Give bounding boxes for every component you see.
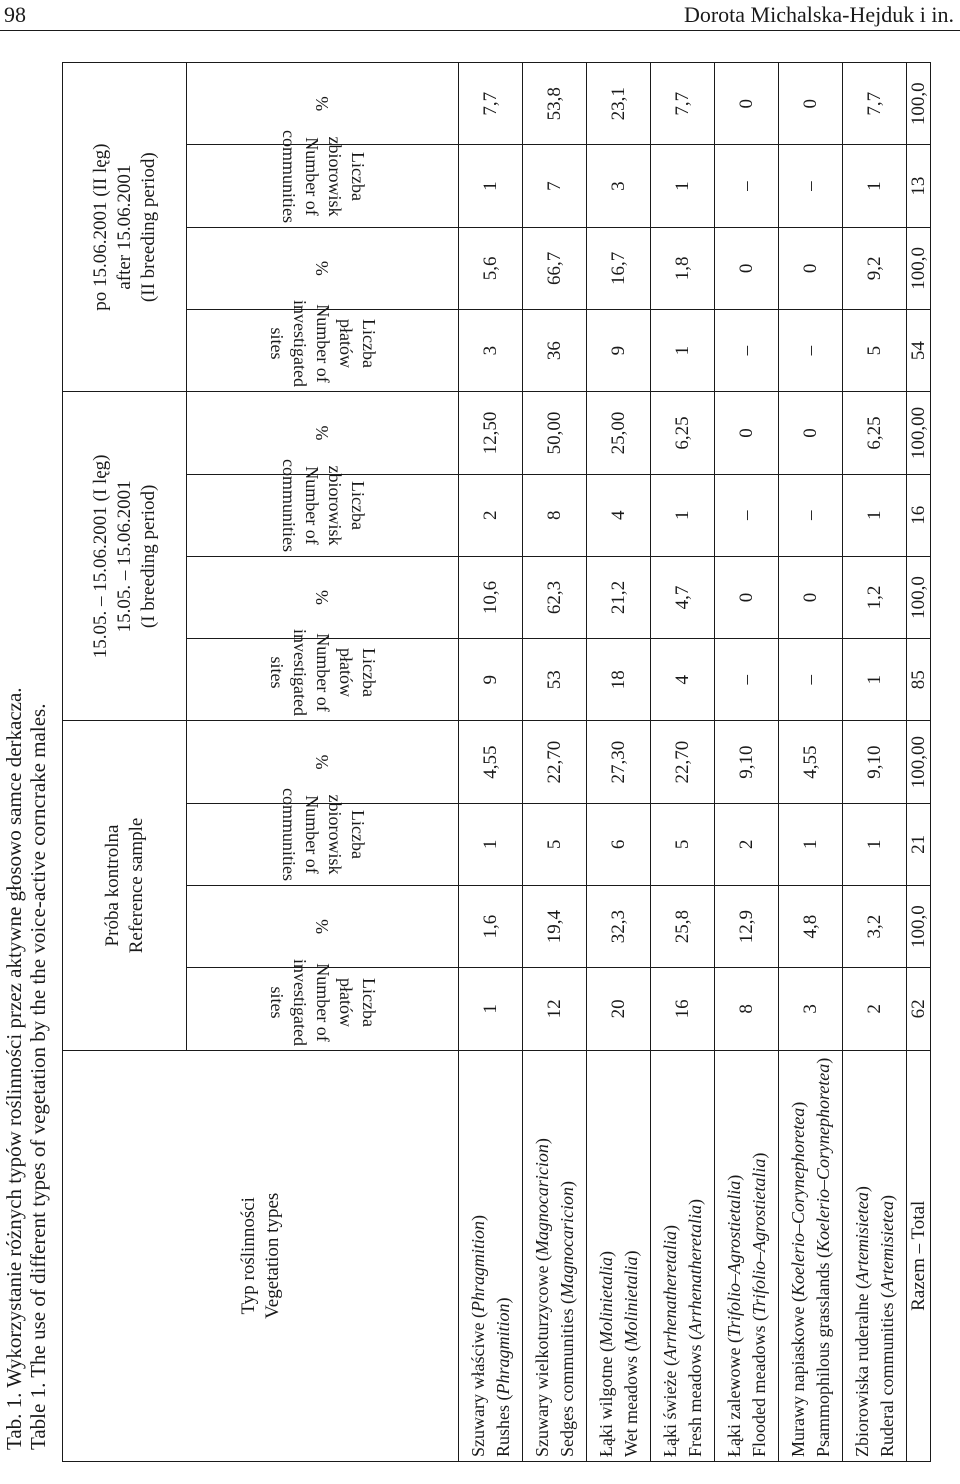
paren: ) — [876, 1195, 897, 1202]
vegetation-name-en: Sedges communities ( — [556, 1298, 577, 1457]
header-vegetation-types-en: Vegetation types — [261, 1192, 283, 1319]
subheader-pct: % — [187, 227, 459, 309]
syntaxon-name: Trifolio–Agrostietalia — [748, 1158, 769, 1316]
value-cell: 5,6 — [459, 227, 523, 309]
subheader-sites: Liczba płatów Number of investigated sites — [187, 310, 459, 392]
value-cell: 4 — [651, 639, 715, 721]
table-caption-pl: Tab. 1. Wykorzystanie różnych typów roślinności przez aktywne głosowo samce derkacza. — [2, 687, 26, 1450]
syntaxon-name: Koelerio–Corynephoretea — [812, 1063, 833, 1252]
header-reference-pl: Próba kontrolna — [101, 824, 123, 947]
value-cell: 62,3 — [523, 556, 587, 638]
vegetation-name-pl: Zbiorowiska ruderalne ( — [851, 1283, 872, 1457]
value-cell: – — [779, 639, 843, 721]
value-cell: 22,70 — [651, 721, 715, 803]
value-cell: 12 — [523, 968, 587, 1050]
vegetation-type-cell — [459, 1050, 523, 1461]
value-cell: 9 — [459, 639, 523, 721]
table-row — [651, 63, 715, 1462]
value-cell: 5 — [651, 803, 715, 885]
rotated-table-page — [0, 62, 930, 1462]
vegetation-type-pl — [466, 1055, 491, 1457]
value-cell: 53 — [523, 639, 587, 721]
vegetation-type-cell — [651, 1050, 715, 1461]
value-cell: 5 — [523, 803, 587, 885]
vegetation-type-cell — [843, 1050, 907, 1461]
table-row — [843, 63, 907, 1462]
value-cell: 32,3 — [587, 885, 651, 967]
vegetation-type-en — [747, 1055, 772, 1457]
value-cell: 1 — [843, 474, 907, 556]
vegetation-type-en — [491, 1055, 516, 1457]
value-cell: 0 — [779, 63, 843, 145]
value-cell: 18 — [587, 639, 651, 721]
vegetation-type-cell — [523, 1050, 587, 1461]
value-cell: 9,10 — [843, 721, 907, 803]
subheader-pct: % — [187, 885, 459, 967]
value-cell: 22,70 — [523, 721, 587, 803]
value-cell: – — [715, 145, 779, 227]
value-cell: 27,30 — [587, 721, 651, 803]
value-cell: 0 — [779, 227, 843, 309]
value-cell: – — [715, 310, 779, 392]
value-cell: 0 — [715, 227, 779, 309]
value-cell: 6,25 — [843, 392, 907, 474]
paren: ) — [787, 1101, 808, 1108]
value-cell: 1,6 — [459, 885, 523, 967]
value-cell: – — [779, 145, 843, 227]
value-cell: 0 — [779, 556, 843, 638]
value-cell: 12,9 — [715, 885, 779, 967]
syntaxon-name: Artemisietea — [851, 1192, 872, 1284]
value-cell: 8 — [523, 474, 587, 556]
total-value: 85 — [907, 639, 931, 721]
total-value: 21 — [907, 803, 931, 885]
header-second-breeding-line2: after 15.06.2001 — [113, 164, 135, 290]
vegetation-type-en — [811, 1055, 836, 1457]
header-vegetation-types — [63, 1050, 459, 1461]
paren: ) — [467, 1215, 488, 1222]
value-cell: 1 — [459, 145, 523, 227]
total-value: 100,0 — [907, 556, 931, 638]
header-vegetation-types-pl: Typ roślinności — [237, 1197, 259, 1315]
total-row — [907, 63, 931, 1462]
vegetation-table — [62, 62, 931, 1462]
value-cell: 4,55 — [779, 721, 843, 803]
value-cell: 3 — [587, 145, 651, 227]
syntaxon-name: Trifolio–Agrostietalia — [723, 1180, 744, 1338]
value-cell: 3 — [779, 968, 843, 1050]
value-cell: 3 — [459, 310, 523, 392]
value-cell: 0 — [715, 63, 779, 145]
header-second-breeding — [63, 63, 187, 392]
syntaxon-name: Molinietalia — [595, 1257, 616, 1347]
header-second-breeding-line1: po 15.06.2001 (II lęg) — [89, 143, 111, 311]
value-cell: 7,7 — [843, 63, 907, 145]
syntaxon-name: Arrhenatheretalia — [684, 1205, 705, 1335]
vegetation-name-en: Psammophilous grasslands ( — [812, 1252, 833, 1457]
value-cell: 19,4 — [523, 885, 587, 967]
value-cell: 3,2 — [843, 885, 907, 967]
value-cell: 8 — [715, 968, 779, 1050]
vegetation-type-pl — [658, 1055, 683, 1457]
syntaxon-name: Molinietalia — [620, 1256, 641, 1346]
table-row — [779, 63, 843, 1462]
value-cell: 1 — [843, 639, 907, 721]
value-cell: 2 — [715, 803, 779, 885]
value-cell: 25,00 — [587, 392, 651, 474]
value-cell: 2 — [843, 968, 907, 1050]
value-cell: 4 — [587, 474, 651, 556]
value-cell: 16 — [651, 968, 715, 1050]
value-cell: 2 — [459, 474, 523, 556]
value-cell: 36 — [523, 310, 587, 392]
vegetation-type-en — [555, 1055, 580, 1457]
header-first-breeding-line1: 15.05. – 15.06.2001 (I lęg) — [89, 454, 111, 659]
vegetation-name-pl: Łąki wilgotne ( — [595, 1346, 616, 1457]
value-cell: 1,8 — [651, 227, 715, 309]
paren: ) — [556, 1181, 577, 1188]
paren: ) — [492, 1297, 513, 1304]
value-cell: 1 — [651, 474, 715, 556]
total-value: 100,0 — [907, 63, 931, 145]
subheader-sites: Liczba płatów Number of investigated sites — [187, 639, 459, 721]
paren: ) — [531, 1138, 552, 1145]
paren: ) — [620, 1250, 641, 1257]
table-row — [587, 63, 651, 1462]
value-cell: 16,7 — [587, 227, 651, 309]
vegetation-name-pl: Murawy napiaskowe ( — [787, 1296, 808, 1457]
value-cell: – — [715, 474, 779, 556]
vegetation-type-pl — [722, 1055, 747, 1457]
running-author: Dorota Michalska-Hejduk i in. — [683, 2, 954, 27]
subheader-pct: % — [187, 556, 459, 638]
running-header — [0, 0, 960, 30]
value-cell: – — [779, 474, 843, 556]
page-number: 98 — [4, 2, 26, 27]
value-cell: 12,50 — [459, 392, 523, 474]
value-cell: 0 — [715, 556, 779, 638]
value-cell: 1 — [843, 145, 907, 227]
value-cell: 6 — [587, 803, 651, 885]
value-cell: 53,8 — [523, 63, 587, 145]
value-cell: 9,10 — [715, 721, 779, 803]
syntaxon-name: Magnocaricion — [531, 1144, 552, 1256]
vegetation-type-en — [875, 1055, 900, 1457]
value-cell: 1 — [843, 803, 907, 885]
header-second-breeding-line3: (II breeding period) — [137, 152, 159, 303]
vegetation-type-pl — [594, 1055, 619, 1457]
syntaxon-name: Koelerio–Corynephoretea — [787, 1107, 808, 1297]
paren: ) — [684, 1199, 705, 1206]
value-cell: – — [715, 639, 779, 721]
vegetation-type-pl — [530, 1055, 555, 1457]
total-value: 16 — [907, 474, 931, 556]
vegetation-name-pl: Szuwary wielkoturzycowe ( — [531, 1255, 552, 1457]
paren: ) — [748, 1152, 769, 1159]
subheader-communities: Liczba zbiorowisk Number of communities — [187, 474, 459, 556]
subheader-sites: Liczba płatów Number of investigated sites — [187, 968, 459, 1050]
vegetation-name-pl: Łąki świeże ( — [659, 1360, 680, 1457]
vegetation-type-cell — [715, 1050, 779, 1461]
value-cell: 6,25 — [651, 392, 715, 474]
paren: ) — [812, 1057, 833, 1064]
total-value: 62 — [907, 968, 931, 1050]
header-reference-en: Reference sample — [125, 817, 147, 954]
value-cell: 4,7 — [651, 556, 715, 638]
syntaxon-name: Magnocaricion — [556, 1187, 577, 1299]
vegetation-name-en: Fresh meadows ( — [684, 1334, 705, 1457]
value-cell: 66,7 — [523, 227, 587, 309]
value-cell: 9,2 — [843, 227, 907, 309]
value-cell: – — [779, 310, 843, 392]
syntaxon-name: Artemisietea — [876, 1201, 897, 1293]
value-cell: 21,2 — [587, 556, 651, 638]
vegetation-name-pl: Łąki zalewowe ( — [723, 1337, 744, 1457]
total-value: 100,00 — [907, 392, 931, 474]
value-cell: 1 — [459, 803, 523, 885]
value-cell: 1,2 — [843, 556, 907, 638]
header-rule — [0, 30, 960, 31]
header-first-breeding-line2: 15.05. – 15.06.2001 — [113, 480, 135, 633]
value-cell: 1 — [651, 145, 715, 227]
vegetation-type-cell — [779, 1050, 843, 1461]
syntaxon-name: Phragmition — [492, 1303, 513, 1395]
total-value: 13 — [907, 145, 931, 227]
header-reference-sample — [63, 721, 187, 1050]
vegetation-type-cell — [587, 1050, 651, 1461]
vegetation-name-en: Ruderal communities ( — [876, 1292, 897, 1457]
total-value: 100,0 — [907, 227, 931, 309]
value-cell: 50,00 — [523, 392, 587, 474]
vegetation-name-en: Rushes ( — [492, 1394, 513, 1457]
subheader-pct: % — [187, 392, 459, 474]
value-cell: 25,8 — [651, 885, 715, 967]
value-cell: 10,6 — [459, 556, 523, 638]
subheader-communities: Liczba zbiorowisk Number of communities — [187, 803, 459, 885]
value-cell: 7,7 — [651, 63, 715, 145]
total-value: 100,00 — [907, 721, 931, 803]
header-first-breeding-line3: (I breeding period) — [137, 484, 159, 629]
vegetation-type-pl — [850, 1055, 875, 1457]
paren: ) — [723, 1174, 744, 1181]
table-row — [715, 63, 779, 1462]
value-cell: 7,7 — [459, 63, 523, 145]
vegetation-type-pl — [786, 1055, 811, 1457]
vegetation-type-en — [683, 1055, 708, 1457]
table-caption-en: Table 1. The use of different types of vegetation by the the voice-active corncrake males. — [26, 703, 50, 1450]
table-row — [523, 63, 587, 1462]
subheader-pct: % — [187, 63, 459, 145]
value-cell: 5 — [843, 310, 907, 392]
value-cell: 1 — [459, 968, 523, 1050]
value-cell: 1 — [651, 310, 715, 392]
syntaxon-name: Arrhenatheretalia — [659, 1231, 680, 1361]
table-row — [459, 63, 523, 1462]
value-cell: 1 — [779, 803, 843, 885]
value-cell: 4,55 — [459, 721, 523, 803]
value-cell: 0 — [715, 392, 779, 474]
value-cell: 4,8 — [779, 885, 843, 967]
vegetation-name-en: Flooded meadows ( — [748, 1315, 769, 1457]
value-cell: 20 — [587, 968, 651, 1050]
total-value: 100,0 — [907, 885, 931, 967]
paren: ) — [659, 1225, 680, 1232]
vegetation-name-pl: Szuwary właściwe ( — [467, 1312, 488, 1457]
total-value: 54 — [907, 310, 931, 392]
paren: ) — [851, 1186, 872, 1193]
header-first-breeding — [63, 392, 187, 721]
paren: ) — [595, 1251, 616, 1258]
value-cell: 0 — [779, 392, 843, 474]
subheader-communities: Liczba zbiorowisk Number of communities — [187, 145, 459, 227]
syntaxon-name: Phragmition — [467, 1221, 488, 1313]
vegetation-type-en — [619, 1055, 644, 1457]
subheader-pct: % — [187, 721, 459, 803]
value-cell: 7 — [523, 145, 587, 227]
value-cell: 23,1 — [587, 63, 651, 145]
vegetation-name-en: Wet meadows ( — [620, 1345, 641, 1457]
value-cell: 9 — [587, 310, 651, 392]
total-label: Razem – Total — [907, 1050, 931, 1461]
